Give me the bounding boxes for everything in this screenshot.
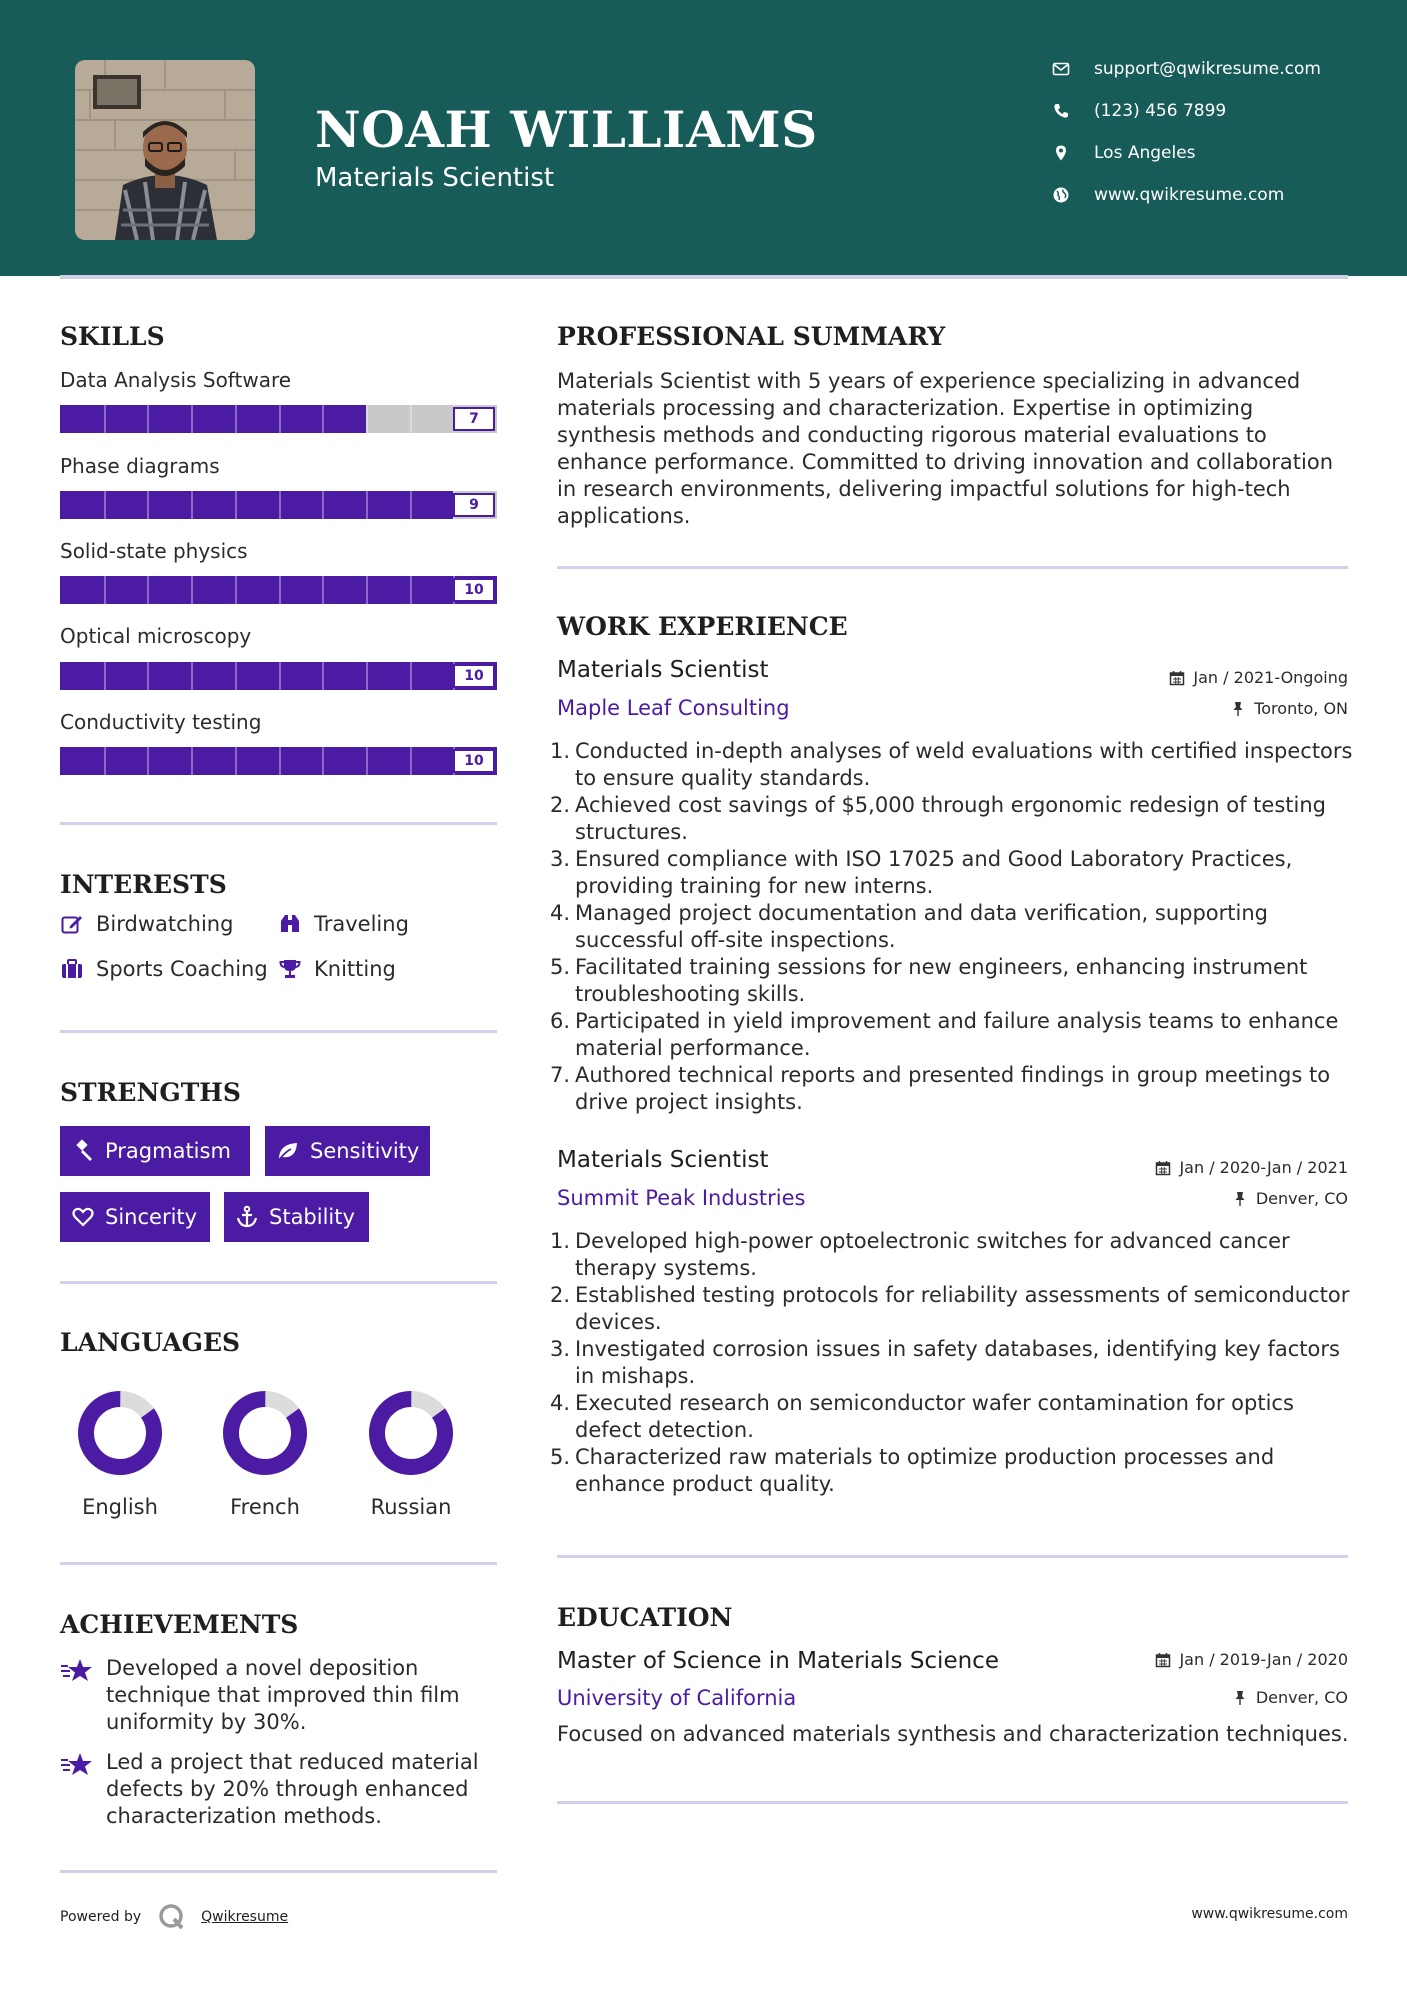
- trophy-icon: [278, 957, 302, 981]
- interest-item: [278, 912, 409, 936]
- pushpin-icon: [1230, 701, 1246, 717]
- education-location-text: Denver, CO: [1255, 1688, 1348, 1707]
- profile-photo: [75, 60, 255, 240]
- strength-badge: [265, 1126, 430, 1176]
- job-bullet: 2. Achieved cost savings of $5,000 through ergonomic redesign of testing structures.: [550, 793, 1326, 844]
- suitcase-icon: [60, 957, 84, 981]
- skill-bar-segment: [191, 747, 193, 775]
- skill-score: 10: [453, 749, 495, 773]
- calendar-icon: [1155, 1652, 1171, 1668]
- skill-bar-segment: [366, 576, 368, 604]
- language-label: French: [230, 1495, 300, 1519]
- education-description: Focused on advanced materials synthesis and characterization techniques.: [557, 1722, 1349, 1746]
- gavel-icon: [71, 1139, 95, 1163]
- achievement-item: [60, 1655, 500, 1736]
- interest-item: [278, 957, 396, 981]
- skill-bar-segment: [191, 491, 193, 519]
- skill-bar-segment: [410, 576, 412, 604]
- job-dates-text: Jan / 2020-Jan / 2021: [1179, 1158, 1348, 1177]
- strength-label: Pragmatism: [105, 1139, 231, 1163]
- heart-icon: [71, 1205, 95, 1229]
- education-dates: [1155, 1650, 1348, 1669]
- globe-icon: [1052, 186, 1070, 204]
- skill-bar-segment: [279, 491, 281, 519]
- skill-label: Conductivity testing: [60, 710, 262, 734]
- job-company: Maple Leaf Consulting: [557, 696, 790, 720]
- job-bullet: 5. Characterized raw materials to optimize production processes and enhance product quality.: [550, 1445, 1275, 1496]
- interest-label: Knitting: [314, 957, 396, 981]
- job-bullets: [550, 1228, 1357, 1498]
- section-divider: [60, 822, 497, 825]
- skill-bar: [60, 491, 497, 519]
- skill-bar: [60, 405, 497, 433]
- star-icon: [60, 1657, 94, 1685]
- language-ring: [217, 1385, 313, 1481]
- skill-bar: [60, 662, 497, 690]
- resume-header: [0, 0, 1407, 276]
- skill-bar-segment: [366, 662, 368, 690]
- skill-label: Phase diagrams: [60, 454, 220, 478]
- skill-label: Solid-state physics: [60, 539, 248, 563]
- language-item: [205, 1385, 325, 1519]
- skill-label: Data Analysis Software: [60, 368, 292, 392]
- skill-bar-segment: [147, 576, 149, 604]
- skill-bar-segment: [322, 576, 324, 604]
- skill-bar-segment: [104, 576, 106, 604]
- envelope-icon: [1052, 60, 1070, 78]
- job-bullet: 2. Established testing protocols for reliability assessments of semiconductor devices.: [550, 1283, 1350, 1334]
- job-company: Summit Peak Industries: [557, 1186, 806, 1210]
- job-bullet: 3. Investigated corrosion issues in safety databases, identifying key factors in mishaps.: [550, 1337, 1340, 1388]
- strength-label: Stability: [269, 1205, 355, 1229]
- job-bullet: 5. Facilitated training sessions for new engineers, enhancing instrument troubleshooting skills.: [550, 955, 1308, 1006]
- skill-bar-segment: [235, 405, 237, 433]
- section-divider: [60, 1030, 497, 1033]
- contact-location-text: Los Angeles: [1094, 143, 1196, 163]
- job-bullet: 4. Executed research on semiconductor wafer contamination for optics defect detection.: [550, 1391, 1294, 1442]
- section-divider: [557, 1555, 1348, 1558]
- language-ring: [363, 1385, 459, 1481]
- skill-bar-segment: [279, 576, 281, 604]
- qwikresume-logo-icon: [157, 1902, 187, 1932]
- skill-bar-segment: [147, 405, 149, 433]
- experience-heading: WORK EXPERIENCE: [557, 612, 848, 641]
- language-label: English: [82, 1495, 158, 1519]
- education-degree: Master of Science in Materials Science: [557, 1648, 999, 1674]
- pushpin-icon: [1232, 1690, 1248, 1706]
- language-item: [351, 1385, 471, 1519]
- skill-bar-segment: [104, 747, 106, 775]
- skill-bar-segment: [235, 491, 237, 519]
- contact-phone[interactable]: [1052, 96, 1226, 126]
- job-title: Materials Scientist: [557, 1147, 769, 1173]
- skill-bar-segment: [279, 405, 281, 433]
- phone-icon: [1052, 102, 1070, 120]
- skill-bar-segment: [235, 662, 237, 690]
- candidate-title: Materials Scientist: [315, 163, 555, 193]
- job-bullet: 1. Developed high-power optoelectronic switches for advanced cancer therapy systems.: [550, 1229, 1290, 1280]
- qwikresume-link[interactable]: Qwikresume: [201, 1909, 289, 1925]
- skill-bar-segment: [104, 405, 106, 433]
- job-dates-text: Jan / 2021-Ongoing: [1193, 668, 1348, 687]
- interest-label: Birdwatching: [96, 912, 234, 936]
- skill-bar-segment: [191, 576, 193, 604]
- contact-email-text: support@qwikresume.com: [1094, 59, 1321, 79]
- achievements-heading: ACHIEVEMENTS: [60, 1610, 299, 1639]
- skill-bar-segment: [147, 662, 149, 690]
- language-item: [60, 1385, 180, 1519]
- skill-bar-segment: [147, 491, 149, 519]
- contact-email[interactable]: [1052, 54, 1321, 84]
- strength-badge: [60, 1126, 250, 1176]
- skill-bar-segment: [235, 576, 237, 604]
- skill-bar-segment: [104, 662, 106, 690]
- skill-bar-segment: [235, 747, 237, 775]
- achievement-item: [60, 1749, 500, 1830]
- interest-item: [60, 957, 268, 981]
- section-divider: [60, 1562, 497, 1565]
- skill-bar-segment: [366, 747, 368, 775]
- summary-heading: PROFESSIONAL SUMMARY: [557, 322, 946, 351]
- skill-bar-segment: [410, 491, 412, 519]
- job-title: Materials Scientist: [557, 657, 769, 683]
- summary-text: Materials Scientist with 5 years of experience specializing in advanced materials processing and characterization. Expertise in optimizing synthesis methods and conducting rigorous material evaluations to enhance performance. Committed to driving innovation and collaboration in research environments, delivering impactful solutions for high-tech applications.: [557, 369, 1334, 528]
- language-ring: [72, 1385, 168, 1481]
- job-bullet: 1. Conducted in-depth analyses of weld evaluations with certified inspectors to ensure quality standards.: [550, 739, 1353, 790]
- education-school: University of California: [557, 1686, 797, 1710]
- star-icon: [60, 1751, 94, 1779]
- skill-bar-segment: [322, 491, 324, 519]
- skill-bar: [60, 747, 497, 775]
- job-location-text: Denver, CO: [1255, 1189, 1348, 1208]
- skills-heading: SKILLS: [60, 322, 165, 351]
- strength-label: Sensitivity: [310, 1139, 420, 1163]
- footer-url[interactable]: www.qwikresume.com: [1191, 1906, 1348, 1922]
- job-bullet: 7. Authored technical reports and presented findings in group meetings to drive project insights.: [550, 1063, 1331, 1114]
- skill-bar-segment: [147, 747, 149, 775]
- languages-heading: LANGUAGES: [60, 1328, 241, 1357]
- skill-bar-segment: [410, 405, 412, 433]
- job-bullet: 3. Ensured compliance with ISO 17025 and Good Laboratory Practices, providing training for new interns.: [550, 847, 1293, 898]
- map-pin-icon: [1052, 144, 1070, 162]
- skill-bar-segment: [322, 405, 324, 433]
- section-divider: [557, 566, 1348, 569]
- anchor-icon: [235, 1205, 259, 1229]
- contact-website[interactable]: [1052, 180, 1284, 210]
- section-divider: [60, 1870, 497, 1873]
- skill-bar-segment: [191, 662, 193, 690]
- skill-bar-segment: [104, 491, 106, 519]
- skill-bar-segment: [279, 662, 281, 690]
- skill-bar-segment: [279, 747, 281, 775]
- interest-label: Sports Coaching: [96, 957, 268, 981]
- skill-bar-segment: [366, 405, 368, 433]
- contact-website-text: www.qwikresume.com: [1094, 185, 1285, 205]
- job-bullet: 6. Participated in yield improvement and failure analysis teams to enhance material performance.: [550, 1009, 1339, 1060]
- strengths-heading: STRENGTHS: [60, 1078, 241, 1107]
- interest-label: Traveling: [314, 912, 409, 936]
- skill-score: 10: [453, 664, 495, 688]
- job-bullets: [550, 738, 1357, 1116]
- calendar-icon: [1155, 1160, 1171, 1176]
- job-bullet: 4. Managed project documentation and data verification, supporting successful off-site inspections.: [550, 901, 1268, 952]
- job-location: [1230, 699, 1348, 718]
- section-divider: [557, 1801, 1348, 1804]
- skill-bar-fill: [60, 405, 366, 433]
- achievement-text: Led a project that reduced material defects by 20% through enhanced characterization methods.: [106, 1750, 479, 1828]
- skill-bar-segment: [322, 747, 324, 775]
- contact-phone-text: (123) 456 7899: [1094, 101, 1227, 121]
- skill-bar-fill: [60, 491, 453, 519]
- skill-bar-segment: [410, 747, 412, 775]
- interests-heading: INTERESTS: [60, 870, 227, 899]
- language-label: Russian: [370, 1495, 452, 1519]
- education-dates-text: Jan / 2019-Jan / 2020: [1179, 1650, 1348, 1669]
- pushpin-icon: [1232, 1191, 1248, 1207]
- binoculars-icon: [278, 912, 302, 936]
- contact-location: [1052, 138, 1196, 168]
- skill-bar-segment: [322, 662, 324, 690]
- language-ring-fill: [218, 1386, 313, 1481]
- interest-item: [60, 912, 233, 936]
- candidate-name: NOAH WILLIAMS: [315, 100, 818, 159]
- leaf-icon: [276, 1139, 300, 1163]
- language-ring-fill: [73, 1386, 168, 1481]
- powered-by-label: Powered by: [60, 1909, 142, 1925]
- job-dates: [1169, 668, 1348, 687]
- skill-bar-segment: [410, 662, 412, 690]
- pencil-square-icon: [60, 912, 84, 936]
- calendar-icon: [1169, 670, 1185, 686]
- education-location: [1232, 1688, 1348, 1707]
- strength-badge: [224, 1192, 369, 1242]
- skill-bar: [60, 576, 497, 604]
- job-dates: [1155, 1158, 1348, 1177]
- section-divider: [60, 1281, 497, 1284]
- achievement-text: Developed a novel deposition technique that improved thin film uniformity by 30%.: [106, 1656, 460, 1734]
- skill-bar-segment: [191, 405, 193, 433]
- skill-score: 10: [453, 578, 495, 602]
- header-divider: [60, 275, 1348, 279]
- job-location: [1232, 1189, 1348, 1208]
- skill-score: 9: [453, 493, 495, 517]
- education-heading: EDUCATION: [557, 1603, 733, 1632]
- skill-bar-segment: [366, 491, 368, 519]
- strength-badge: [60, 1192, 210, 1242]
- powered-by: [60, 1902, 288, 1932]
- strength-label: Sincerity: [105, 1205, 198, 1229]
- skill-label: Optical microscopy: [60, 624, 252, 648]
- language-ring-fill: [364, 1386, 459, 1481]
- skill-score: 7: [453, 407, 495, 431]
- job-location-text: Toronto, ON: [1254, 699, 1348, 718]
